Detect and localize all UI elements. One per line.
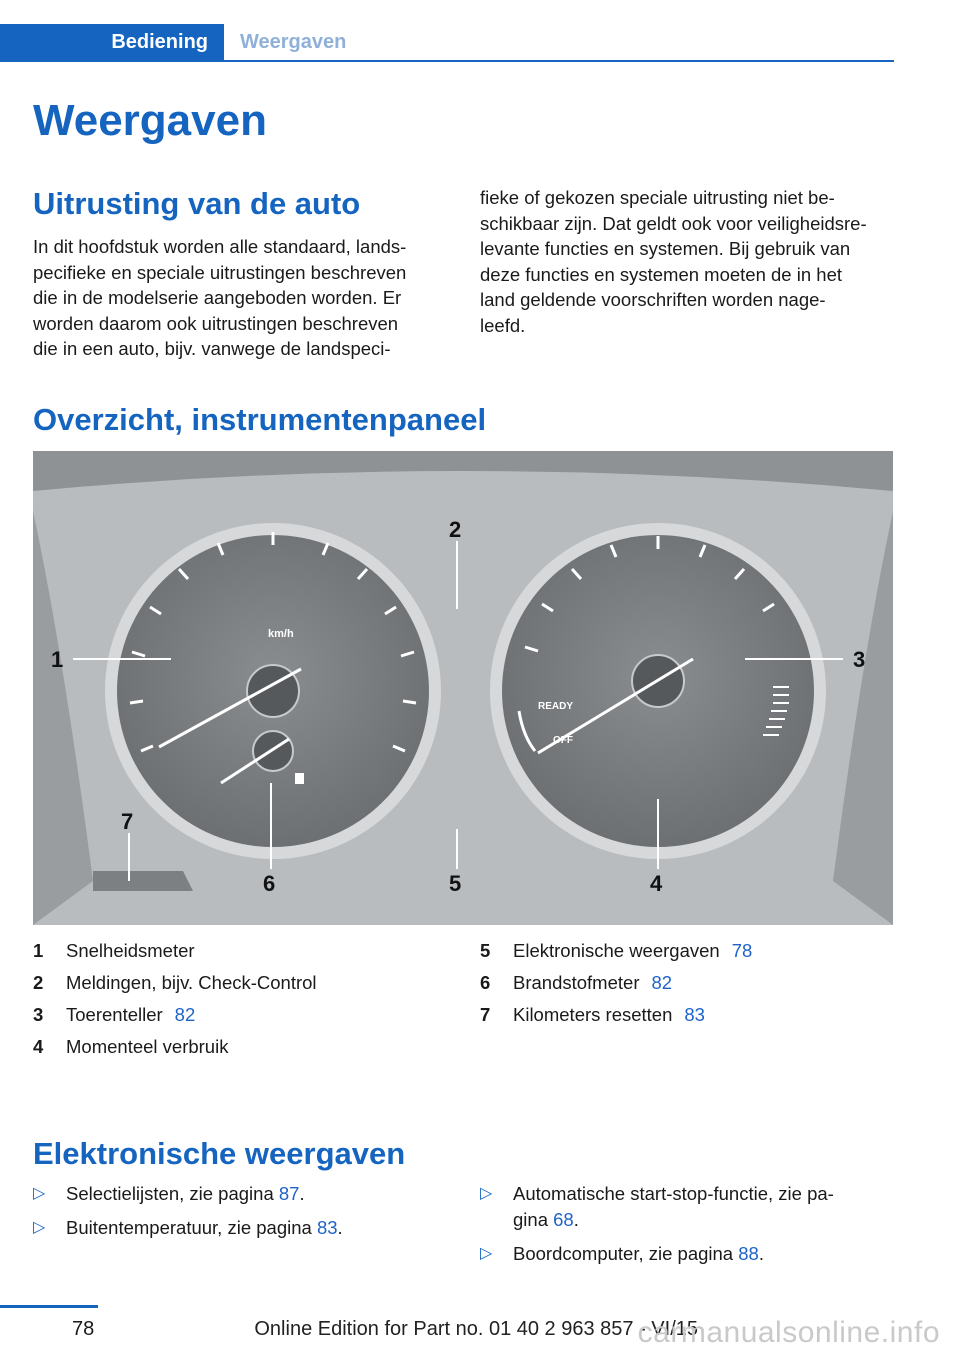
callout-4: 4 (650, 871, 663, 896)
page-title: Weergaven (33, 96, 267, 145)
text-line: leefd. (480, 314, 526, 336)
bullet-item (33, 1215, 453, 1241)
page-reference-link[interactable]: 78 (731, 940, 753, 961)
bullet-label: Buitentemperatuur, zie pagina (66, 1217, 317, 1238)
bullet-punct: . (758, 1243, 764, 1264)
page-number: 78 (72, 1318, 95, 1340)
page-link[interactable]: 83 (316, 1217, 338, 1238)
triangle-bullet-icon: ▷ (480, 1245, 493, 1262)
text-line: land geldende voorschriften worden nage‐ (480, 289, 826, 311)
text-line: worden daarom ook uitrustingen beschreven (33, 312, 399, 334)
bullet-label-cont: gina (513, 1209, 554, 1230)
bullet-text (66, 1215, 343, 1241)
tab-weergaven[interactable]: Weergaven (240, 30, 347, 53)
legend-text: Elektronische weergaven (513, 940, 720, 961)
ready-label: READY (538, 701, 574, 712)
page-reference-link[interactable]: 83 (684, 1004, 705, 1025)
legend-number: 6 (480, 972, 491, 993)
off-label: OFF (553, 735, 573, 746)
text-line: pecifieke en speciale uitrustingen beschreven (33, 261, 407, 283)
callout-7: 7 (121, 809, 134, 834)
bullet-punct: . (299, 1183, 305, 1204)
instrument-panel-illustration (33, 451, 893, 925)
legend-number: 2 (33, 972, 44, 993)
legend-item (33, 935, 317, 967)
legend-item (480, 935, 752, 967)
triangle-bullet-icon: ▷ (33, 1185, 46, 1202)
triangle-bullet-icon: ▷ (33, 1219, 46, 1236)
callout-2: 2 (449, 517, 462, 542)
legend-right (480, 935, 752, 1031)
bullet-item (480, 1181, 900, 1233)
tab-bediening[interactable]: Bediening (0, 24, 224, 60)
bullet-punct: . (573, 1209, 579, 1230)
legend-item (33, 967, 317, 999)
legend-number: 7 (480, 1004, 491, 1025)
bullet-list-right (480, 1181, 900, 1275)
legend-text: Momenteel verbruik (66, 1036, 229, 1057)
watermark: carmanualsonline.info (637, 1316, 940, 1349)
text-line: In dit hoofdstuk worden alle standaard, lands‐ (33, 236, 407, 257)
page-reference-link[interactable]: 82 (174, 1004, 196, 1025)
page-link[interactable]: 87 (278, 1183, 300, 1204)
legend-number: 4 (33, 1036, 44, 1057)
legend-number: 5 (480, 940, 491, 961)
bullet-list-left (33, 1181, 453, 1249)
legend-text: Brandstofmeter (513, 972, 640, 993)
instrument-panel-figure (33, 451, 893, 925)
section-title-uitrusting: Uitrusting van de auto (33, 186, 361, 221)
legend-text: Kilometers resetten (513, 1004, 673, 1025)
bullet-text (513, 1181, 834, 1233)
bullet-label: Automatische start-stop-functie, zie pa‐ (513, 1183, 834, 1204)
section-title-overzicht: Overzicht, instrumentenpaneel (33, 402, 487, 437)
text-line: levante functies en systemen. Bij gebruik van (480, 238, 851, 260)
legend-text: Snelheidsmeter (66, 940, 195, 961)
legend-number: 1 (33, 940, 44, 961)
bullet-item (480, 1241, 900, 1267)
text-line: fieke of gekozen speciale uitrusting niet be‐ (480, 187, 835, 208)
paragraph-right (480, 185, 900, 339)
speedometer-gauge (105, 523, 441, 859)
legend-text: Meldingen, bijv. Check-Control (66, 972, 317, 993)
reset-button-shape (93, 871, 193, 891)
legend-item (480, 967, 752, 999)
text-line: schikbaar zijn. Dat geldt ook voor veiligheidsre‐ (480, 212, 867, 234)
fuel-pump-icon (295, 773, 304, 784)
legend-item (33, 1031, 317, 1063)
legend-item (33, 999, 317, 1031)
callout-1: 1 (51, 647, 64, 672)
bullet-label: Boordcomputer, zie pagina (513, 1243, 739, 1264)
page-link[interactable]: 68 (553, 1209, 574, 1230)
page-reference-link[interactable]: 82 (651, 972, 673, 993)
bullet-text (66, 1181, 305, 1207)
callout-6: 6 (263, 871, 276, 896)
bullet-item (33, 1181, 453, 1207)
callout-3: 3 (853, 647, 866, 672)
bullet-label: Selectielijsten, zie pagina (66, 1183, 279, 1204)
header-divider (0, 60, 894, 62)
text-line: deze functies en systemen moeten de in het (480, 263, 842, 285)
edition-footer: Online Edition for Part no. 01 40 2 963 857 - VI/15 (254, 1318, 698, 1340)
text-line: die in de modelserie aangeboden worden. Er (33, 287, 402, 309)
text-line: die in een auto, bijv. vanwege de landspeci‐ (33, 338, 391, 360)
bullet-punct: . (337, 1217, 343, 1238)
bullet-text (513, 1241, 764, 1267)
paragraph-left (33, 234, 453, 362)
section-title-elektronische-weergaven: Elektronische weergaven (33, 1136, 406, 1171)
page-link[interactable]: 88 (738, 1243, 759, 1264)
callout-5: 5 (449, 871, 462, 896)
legend-left (33, 935, 317, 1063)
legend-number: 3 (33, 1004, 44, 1025)
header-bar (0, 24, 894, 62)
legend-text: Toerenteller (66, 1004, 163, 1025)
triangle-bullet-icon: ▷ (480, 1185, 493, 1202)
legend-item (480, 999, 752, 1031)
footer-divider (0, 1305, 98, 1308)
speed-unit-label: km/h (268, 628, 294, 640)
